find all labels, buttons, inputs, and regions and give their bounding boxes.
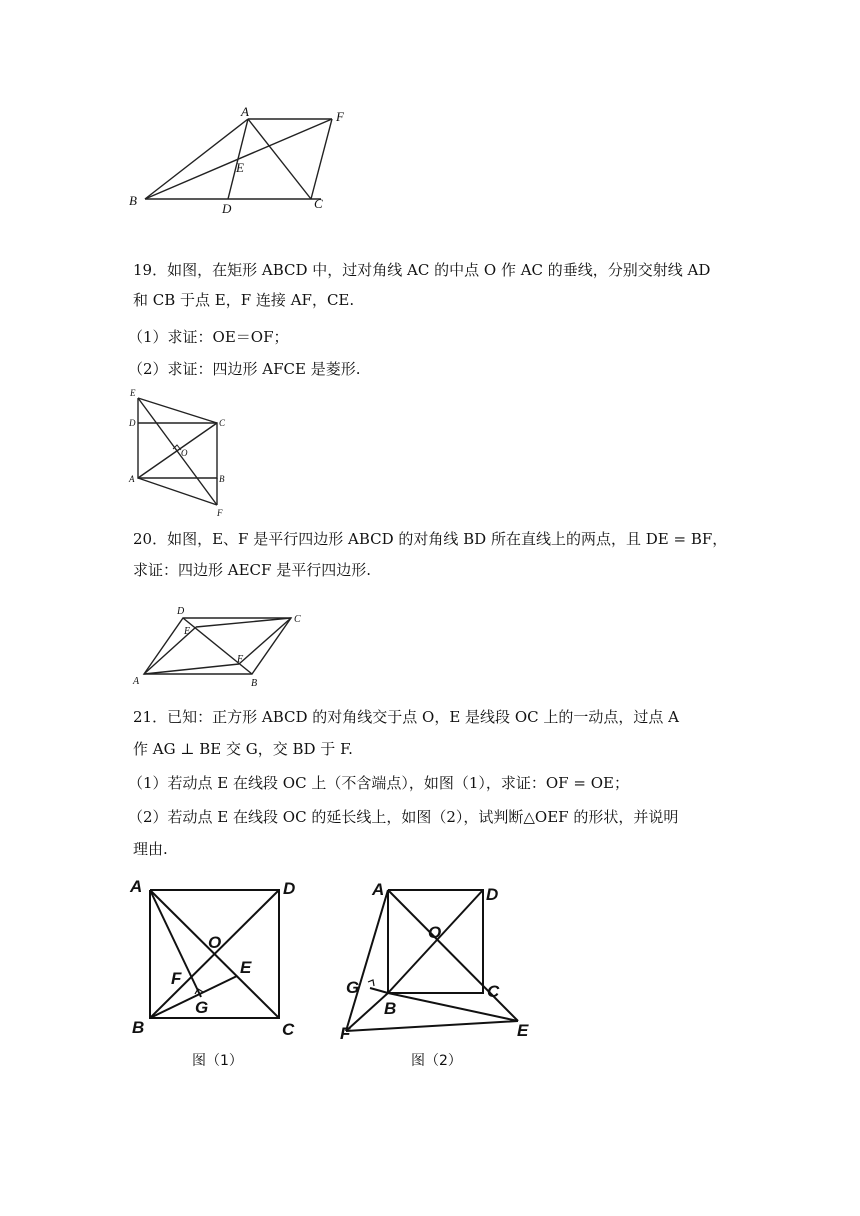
q19-line1: 19．如图，在矩形 ABCD 中，过对角线 AC 的中点 O 作 AC 的垂线，分别交射线 AD	[133, 261, 711, 279]
label-d: D	[486, 885, 499, 904]
segment-bf	[145, 119, 332, 199]
right-angle-mark	[173, 445, 181, 450]
label-a: A	[241, 104, 249, 119]
q19-line2: 和 CB 于点 E，F 连接 AF，CE.	[133, 291, 355, 309]
label-b: B	[132, 1018, 145, 1037]
label-g: G	[195, 998, 209, 1017]
figure-q21-1	[128, 873, 308, 1038]
q20-line2: 求证：四边形 AECF 是平行四边形.	[133, 561, 371, 579]
label-f: F	[171, 969, 182, 988]
label-o: O	[428, 923, 442, 942]
label-f: F	[340, 1024, 351, 1043]
label-a: A	[133, 676, 140, 687]
figure-q19	[125, 385, 235, 520]
label-a: A	[130, 877, 143, 896]
label-f: F	[336, 109, 344, 124]
label-a: A	[129, 474, 135, 484]
q19-part2: （2）求证：四边形 AFCE 是菱形.	[128, 360, 361, 378]
label-c: C	[314, 196, 323, 211]
label-b: B	[384, 999, 397, 1018]
label-c: C	[487, 982, 500, 1001]
segment-ec	[196, 618, 291, 627]
label-e: E	[240, 958, 252, 977]
diagonal-ac-extended	[388, 890, 518, 1021]
segment-ac	[248, 119, 311, 199]
q19-part1: （1）求证：OE＝OF；	[128, 328, 289, 346]
segment-ef	[138, 398, 217, 505]
right-angle-mark	[368, 980, 374, 986]
label-o: O	[208, 933, 222, 952]
q21-line2: 作 AG ⊥ BE 交 G，交 BD 于 F.	[133, 740, 353, 758]
label-c: C	[282, 1020, 295, 1039]
segment-gb	[370, 988, 388, 993]
segment-af	[138, 478, 217, 505]
segment-af	[346, 890, 388, 1031]
label-e: E	[517, 1021, 529, 1040]
q20-line1: 20．如图，E、F 是平行四边形 ABCD 的对角线 BD 所在直线上的两点，且 DE = BF，	[133, 530, 728, 548]
label-e: E	[236, 160, 244, 175]
figure-q21-1-caption: 图（1）	[192, 1053, 243, 1069]
label-d: D	[129, 418, 136, 428]
segment-fc	[311, 119, 332, 199]
segment-fc	[239, 618, 291, 664]
label-c: C	[294, 614, 301, 625]
label-d: D	[222, 201, 232, 216]
q21-part2-continued: 理由.	[133, 840, 168, 858]
label-d: D	[283, 879, 296, 898]
label-b: B	[251, 678, 258, 689]
label-o: O	[181, 448, 188, 458]
label-f: F	[237, 654, 244, 665]
figure-q20	[130, 600, 315, 690]
q21-part1: （1）若动点 E 在线段 OC 上（不含端点），如图（1），求证：OF = OE；	[128, 774, 629, 792]
label-e: E	[130, 388, 136, 398]
figure-q18	[125, 104, 355, 219]
label-b: B	[219, 474, 225, 484]
label-c: C	[219, 418, 226, 428]
figure-q21-2-caption: 图（2）	[411, 1053, 462, 1069]
q21-part2: （2）若动点 E 在线段 OC 的延长线上，如图（2），试判断△OEF 的形状，并说明	[128, 808, 679, 826]
label-f: F	[217, 508, 223, 518]
segment-ec	[138, 398, 217, 423]
segment-af	[144, 664, 239, 674]
label-g: G	[346, 978, 360, 997]
label-d: D	[177, 606, 185, 617]
label-a: A	[372, 880, 385, 899]
q21-line1: 21．已知：正方形 ABCD 的对角线交于点 O，E 是线段 OC 上的一动点，过点 A	[133, 708, 679, 726]
label-e: E	[184, 626, 191, 637]
figure-q21-2	[340, 876, 540, 1046]
label-b: B	[129, 193, 137, 208]
segment-fe	[346, 1021, 518, 1031]
segment-ba	[145, 119, 248, 199]
